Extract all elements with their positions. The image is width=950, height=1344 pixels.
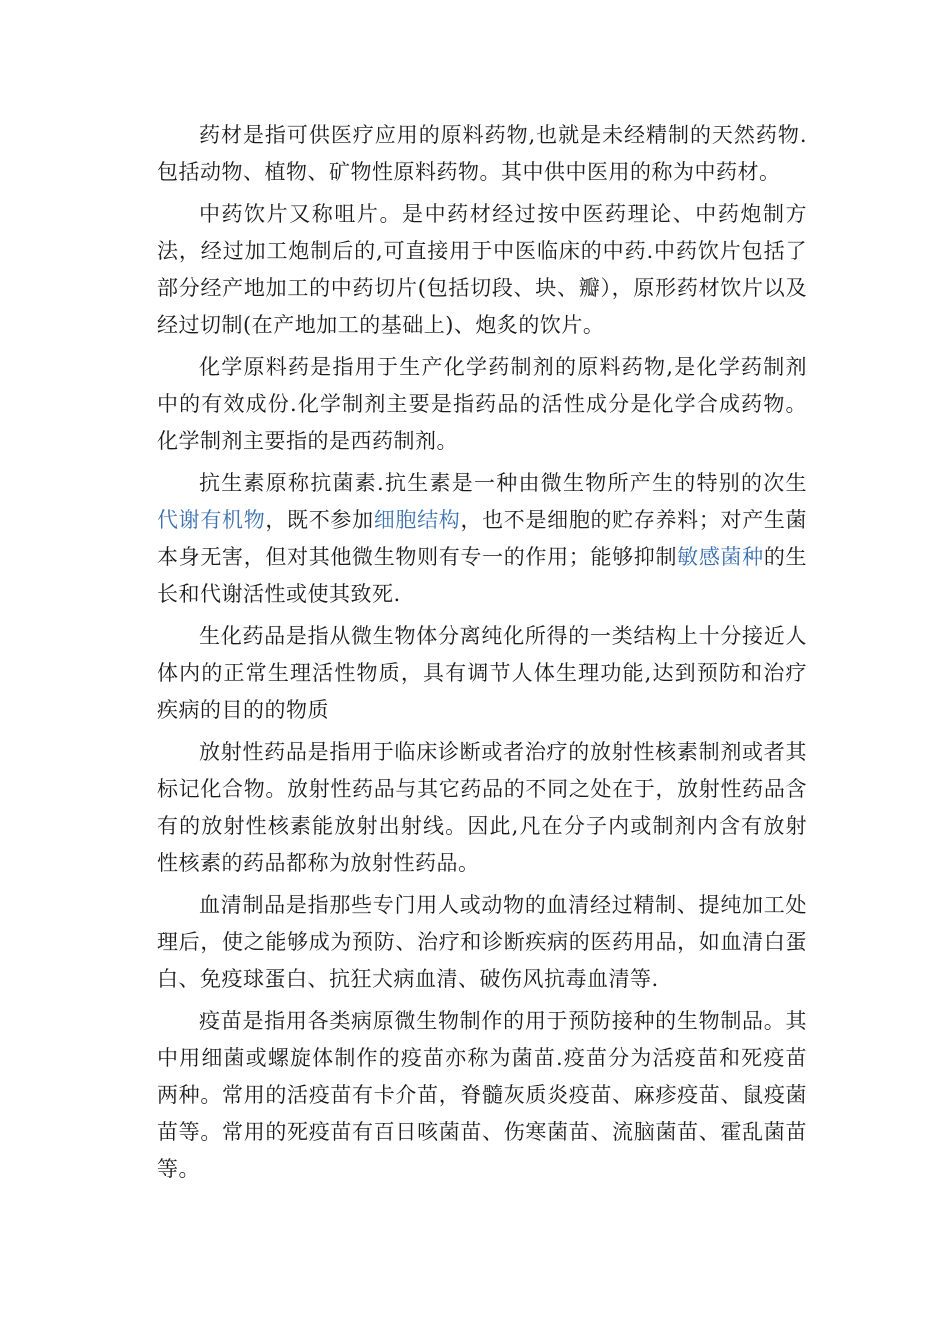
paragraph-antibiotics xyxy=(157,465,807,613)
paragraph-text: 放射性药品是指用于临床诊断或者治疗的放射性核素制剂或者其标记化合物。放射性药品与其它药品的不同之处在于，放射性药品含有的放射性核素能放射出射线。因此,凡在分子内或制剂内含有放射性核素的药品都称为放射性药品。 xyxy=(157,740,807,875)
link-cell-structure[interactable]: 细胞结构 xyxy=(373,508,461,532)
paragraph-chemical-apis xyxy=(157,349,807,460)
paragraph-text: 的生长和代谢活性或使其致死. xyxy=(157,545,808,606)
paragraph-radiopharmaceuticals xyxy=(157,734,807,882)
paragraph-text: ，也不是细胞的贮存养料；对产生菌本身无害，但对其他微生物则有专一的作用；能够抑制 xyxy=(157,508,808,569)
paragraph-serum-products xyxy=(157,887,807,998)
link-metabolite[interactable]: 代谢有机物 xyxy=(157,508,266,532)
paragraph-text: ，既不参加 xyxy=(265,508,374,532)
paragraph-text: 血清制品是指那些专门用人或动物的血清经过精制、提纯加工处理后，使之能够成为预防、治疗和诊断疾病的医药用品，如血清白蛋白、免疫球蛋白、抗狂犬病血清、破伤风抗毒血清等. xyxy=(157,893,807,991)
document-body xyxy=(157,117,807,1193)
link-sensitive-strain[interactable]: 敏感菌种 xyxy=(677,545,764,569)
paragraph-text: 化学原料药是指用于生产化学药制剂的原料药物,是化学药制剂中的有效成份.化学制剂主要是指药品的活性成分是化学合成药物。 化学制剂主要指的是西药制剂。 xyxy=(157,355,807,453)
paragraph-text: 抗生素原称抗菌素.抗生素是一种由微生物所产生的特别的次生 xyxy=(199,471,807,495)
paragraph-text: 生化药品是指从微生物体分离纯化所得的一类结构上十分接近人体内的正常生理活性物质，具有调节人体生理功能,达到预防和治疗疾病的目的的物质 xyxy=(157,624,807,722)
paragraph-vaccines xyxy=(157,1003,807,1188)
paragraph-herbal-materials xyxy=(157,117,807,191)
paragraph-biochemical-drugs xyxy=(157,618,807,729)
paragraph-text: 药材是指可供医疗应用的原料药物,也就是未经精制的天然药物.包括动物、植物、矿物性原料药物。其中供中医用的称为中药材。 xyxy=(157,123,807,184)
paragraph-text: 疫苗是指用各类病原微生物制作的用于预防接种的生物制品。其中用细菌或螺旋体制作的疫苗亦称为菌苗.疫苗分为活疫苗和死疫苗两种。常用的活疫苗有卡介苗，脊髓灰质炎疫苗、麻疹疫苗、鼠疫菌苗等。常用的死疫苗有百日咳菌苗、伤寒菌苗、流脑菌苗、霍乱菌苗等。 xyxy=(157,1009,807,1181)
paragraph-decoction-pieces xyxy=(157,196,807,344)
paragraph-text: 中药饮片又称咀片。是中药材经过按中医药理论、中药炮制方法，经过加工炮制后的,可直接用于中医临床的中药.中药饮片包括了部分经产地加工的中药切片(包括切段、块、瓣），原形药材饮片以及经过切制(在产地加工的基础上)、炮炙的饮片。 xyxy=(157,202,807,337)
